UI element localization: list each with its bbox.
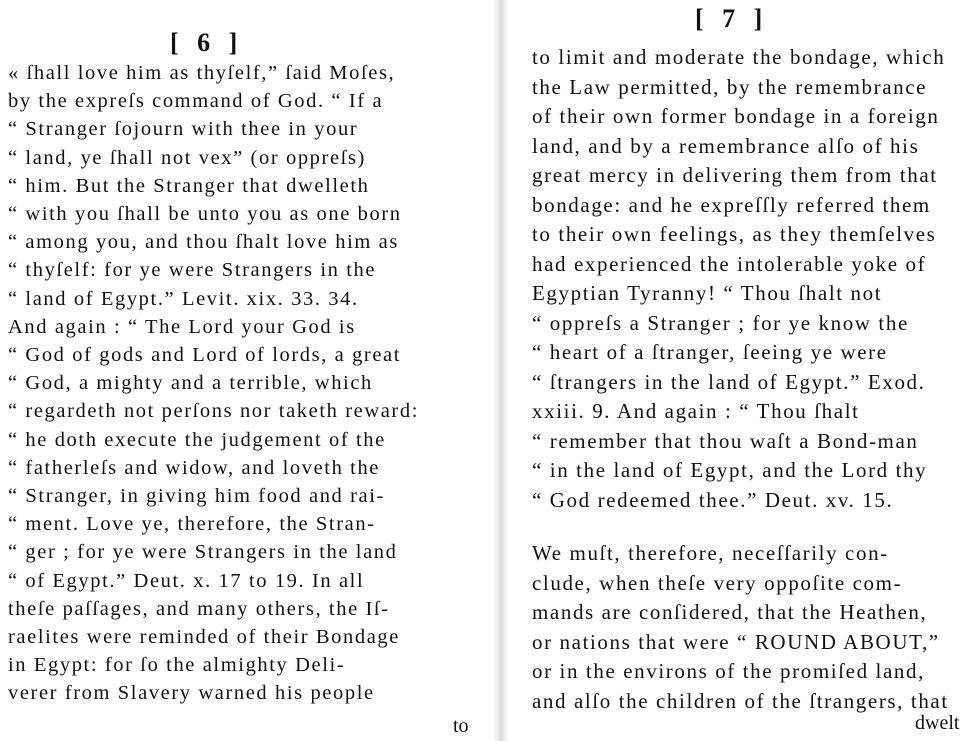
right-page — [510, 0, 980, 741]
text-line: mands are conſidered, that the Heathen, — [532, 600, 928, 624]
text-line: “ Stranger, in giving him food and rai- — [8, 485, 385, 507]
page-number-right: [ 7 ] — [695, 4, 769, 33]
text-line: “ ſtrangers in the land of Egypt.” Exod. — [532, 369, 926, 394]
text-line: “ ment. Love ye, therefore, the Stran- — [8, 513, 376, 536]
text-line: “ him. But the Stranger that dwelleth — [8, 174, 370, 197]
text-line: “ fatherleſs and widow, and loveth the — [8, 456, 380, 479]
text-line: raelites were reminded of their Bondage — [8, 626, 400, 648]
text-line: to their own feelings, as they themſelves — [532, 222, 937, 246]
text-line: or in the environs of the promiſed land, — [532, 659, 925, 683]
text-line: and alſo the children of the ſtrangers, that — [532, 688, 949, 713]
text-line: “ oppreſs a Stranger ; for ye know the — [532, 310, 909, 335]
book-gutter — [492, 0, 510, 741]
text-line: of their own former bondage in a foreign — [532, 104, 940, 128]
text-line: “ he doth execute the judgement of the — [8, 428, 386, 451]
text-line: “ in the land of Egypt, and the Lord thy — [532, 458, 928, 482]
text-line: We muſt, therefore, neceſſarily con- — [532, 541, 889, 565]
catchword-right: dwelt — [915, 712, 960, 734]
text-line: clude, when theſe very oppoſite com- — [532, 570, 903, 595]
text-line: “ with you ſhall be unto you as one born — [8, 203, 402, 225]
text-line: had experienced the intolerable yoke of — [532, 251, 927, 276]
text-line: And again : “ The Lord your God is — [8, 315, 356, 338]
text-line: “ heart of a ſtranger, ſeeing ye were — [532, 340, 888, 364]
text-line: Egyptian Tyranny! “ Thou ſhalt not — [532, 281, 883, 305]
text-line: “ God of gods and Lord of lords, a great — [8, 344, 402, 366]
text-line: “ regardeth not perſons nor taketh reward: — [8, 400, 420, 423]
text-line: “ among you, and thou ſhalt love him as — [8, 231, 399, 254]
text-line: by the expreſs command of God. “ If a — [8, 90, 384, 113]
text-line: “ thyſelf: for ye were Strangers in the — [8, 259, 377, 282]
text-line: “ Stranger ſojourn with thee in your — [8, 118, 359, 141]
text-line: bondage: and he expreſſly referred them — [532, 192, 931, 217]
text-line: xxiii. 9. And again : “ Thou ſhalt — [532, 399, 860, 423]
text-line: “ land of Egypt.” Levit. xix. 33. 34. — [8, 287, 359, 310]
text-line: “ ger ; for ye were Strangers in the land — [8, 541, 398, 564]
text-line: “ God, a mighty and a terrible, which — [8, 372, 373, 395]
text-line: or nations that were “ ROUND ABOUT,” — [532, 629, 940, 654]
text-line: verer from Slavery warned his people — [8, 682, 375, 705]
text-line: “ of Egypt.” Deut. x. 17 to 19. In all — [8, 569, 365, 592]
text-line: in Egypt: for ſo the almighty Deli- — [8, 654, 346, 677]
text-line: “ remember that thou waſt a Bond-man — [532, 428, 919, 453]
text-line: « ſhall love him as thyſelf,” ſaid Moſes, — [8, 62, 396, 84]
page-number-left: [ 6 ] — [170, 28, 244, 57]
text-line: land, and by a remembrance alſo of his — [532, 133, 920, 158]
text-line: theſe paſſages, and many others, the Iſ- — [8, 597, 390, 620]
text-line: “ land, ye ſhall not vex” (or oppreſs) — [8, 146, 366, 169]
catchword-left: to — [453, 715, 469, 737]
text-line: the Law permitted, by the remembrance — [532, 74, 928, 99]
text-line: “ God redeemed thee.” Deut. xv. 15. — [532, 487, 894, 512]
text-line: to limit and moderate the bondage, which — [532, 45, 946, 69]
text-line: great mercy in delivering them from that — [532, 163, 938, 187]
